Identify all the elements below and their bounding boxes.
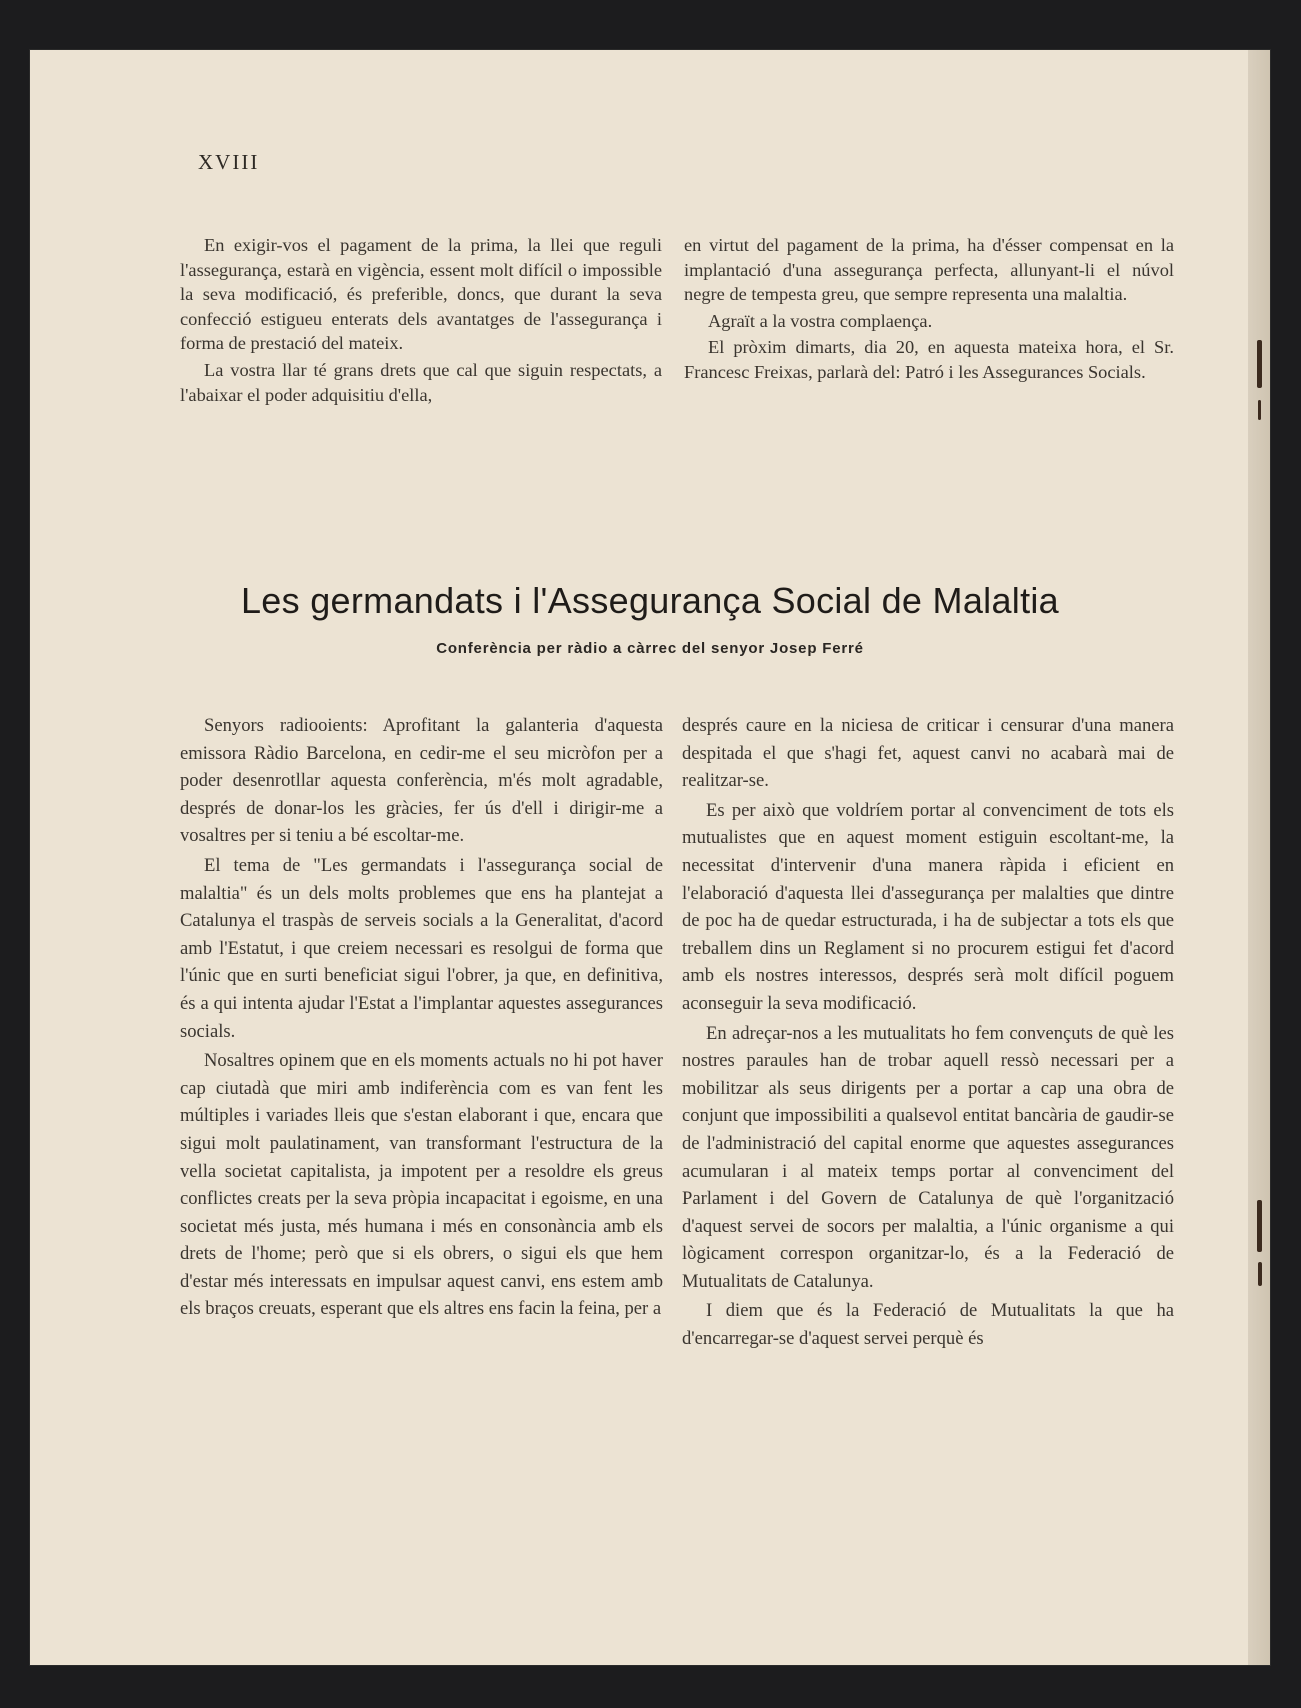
binding-mark [1257,1200,1262,1252]
paragraph: I diem que és la Federació de Mutualitats la que ha d'encarregar-se d'aquest servei perquè és [682,1300,1174,1350]
paragraph: Nosaltres opinem que en els moments actuals no hi pot haver cap ciutadà que miri amb indiferència com es van fent les múltiples i variades lleis que s'estan elaborant i que, encara que sigui molt paulatinament, van transformant l'estructura de la vella societat capitalista, ja impotent per a resoldre els greus conflictes creats per la seva pròpia incapacitat i egoisme, en una societat més justa, més humana i més en consonància amb els drets de l'home; però que si els obrers, o sigui els que hem d'estar més interessats en impulsar aquest canvi, ens estem amb els braços creuats, esperant que els altres ens facin la feina, per a [180,1050,663,1320]
paragraph: després caure en la niciesa de criticar i censurar d'una manera despitada el que s'hagi fet, aquest canvi no acabarà mai de realitzar-se. [682,715,1174,792]
page-edge [1248,50,1270,1665]
paragraph: En exigir-vos el pagament de la prima, la llei que reguli l'assegurança, estarà en vigència, essent molt difícil o impossible la seva modificació, és preferible, doncs, que durant la seva confecció estigueu enterats dels avantatges de l'assegurança i forma de prestació del mateix. [180,235,662,354]
binding-mark [1257,340,1262,388]
article-title: Les germandats i l'Assegurança Social de Malaltia [240,580,1059,621]
top-right-column [684,233,1174,387]
paragraph: en virtut del pagament de la prima, ha d'ésser compensat en la implantació d'una assegurança perfecta, allunyant-li el núvol negre de tempesta greu, que sempre representa una malaltia. [684,235,1174,305]
binding-mark [1258,400,1261,420]
paragraph: El pròxim dimarts, dia 20, en aquesta mateixa hora, el Sr. Francesc Freixas, parlarà del: Patró i les Assegurances Socials. [684,337,1174,382]
paragraph: El tema de "Les germandats i l'assegurança social de malaltia" és un dels molts problemes que ens ha plantejat a Catalunya el traspàs de serveis socials a la Generalitat, d'acord amb l'Estatut, i que creiem necessari es resolgui de forma que l'únic que en surti beneficiat sigui l'obrer, ja que, en definitiva, és a qui intenta ajudar l'Estat a l'implantar aquestes assegurances socials. [180,854,663,1042]
paragraph: Senyors radiooients: Aprofitant la galanteria d'aquesta emissora Ràdio Barcelona, en cedir-me el seu micròfon per a poder desenrotllar aquesta conferència, m'és molt agradable, després de donar-los les gràcies, fer ús d'ell i dirigir-me a vosaltres per si teniu a bé escoltar-me. [180,715,663,847]
paragraph: En adreçar-nos a les mutualitats ho fem convençuts de què les nostres paraules han de trobar aquell ressò necessari per a mobilitzar als seus dirigents per a portar a cap una obra de conjunt que impossibiliti a qualsevol entitat bancària de gaudir-se de l'administració del capital enorme que aquestes assegurances acumularan i al mateix temps portar al convenciment del Parlament i del Govern de Catalunya de què l'organització d'aquest servei de socors per malaltia, a l'únic organisme a qui lògicament correspon organitzar-lo, és a la Federació de Mutualitats de Catalunya. [682,1022,1174,1292]
paragraph: La vostra llar té grans drets que cal que siguin respectats, a l'abaixar el poder adquisitiu d'ella, [180,359,662,405]
page-folio: XVIII [198,150,260,174]
binding-mark [1258,1262,1262,1286]
paragraph: Es per això que voldríem portar al convenciment de tots els mutualistes que en aquest moment estiguin escoltant-me, la necessitat d'intervenir d'una manera ràpida i eficient en l'elaboració d'aquesta llei d'assegurança per malalties que dintre de poc ha de quedar estructurada, i ha de subjectar a tots els que treballem dins un Reglament si no procurem estigui fet d'acord amb els nostres interessos, després serà molt difícil poguem aconseguir la seva modificació. [682,799,1174,1014]
document-page [30,50,1270,1665]
paragraph: Agraït a la vostra complaença. [708,310,933,331]
article-right-column [682,712,1174,1355]
top-left-column [180,233,662,409]
article-left-column [180,712,663,1325]
article-subtitle: Conferència per ràdio a càrrec del senyor Josep Ferré [436,640,864,657]
